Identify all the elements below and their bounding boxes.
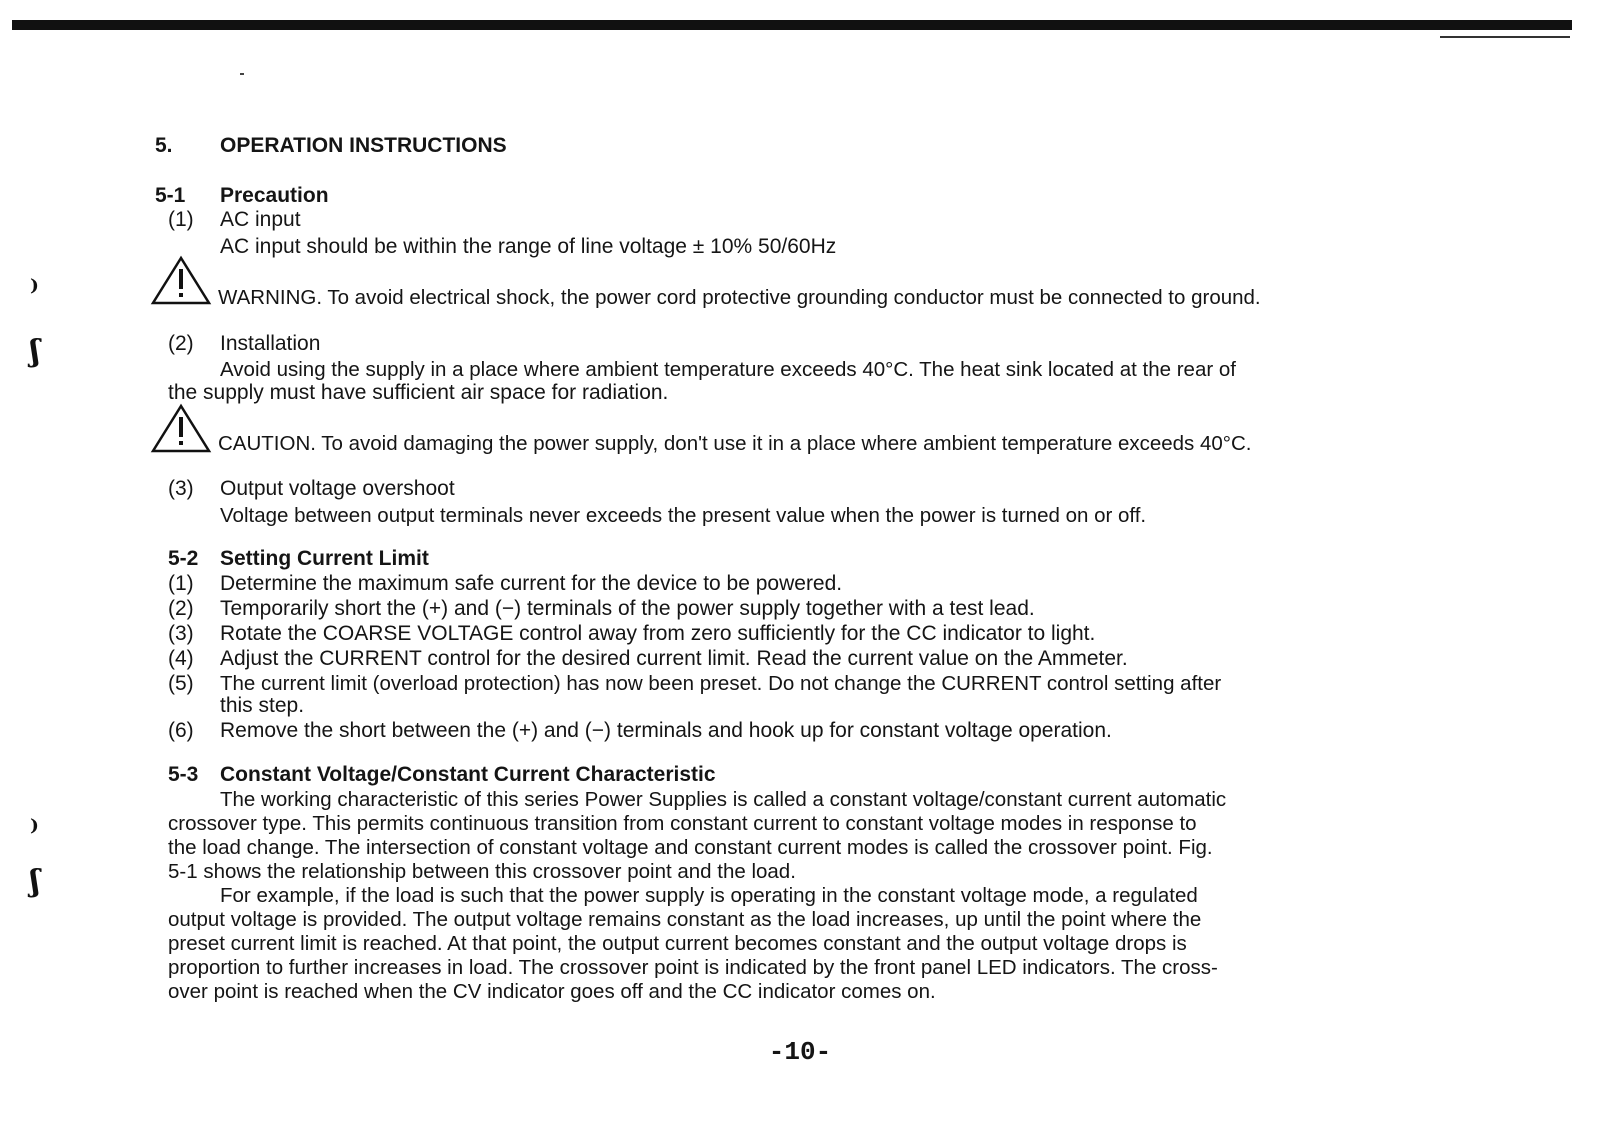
- paragraph-line: The working characteristic of this series Power Supplies is called a constant voltage/constant current automatic: [220, 788, 1227, 811]
- step-number: (4): [168, 647, 194, 670]
- paragraph-line: over point is reached when the CV indicator goes off and the CC indicator comes on.: [168, 980, 936, 1003]
- item-number: (2): [168, 332, 194, 355]
- step-number: (6): [168, 719, 194, 742]
- warning-triangle-icon: [150, 255, 212, 307]
- step-text: The current limit (overload protection) has now been preset. Do not change the CURRENT control setting after: [220, 672, 1222, 695]
- step-text: Adjust the CURRENT control for the desired current limit. Read the current value on the Ammeter.: [220, 647, 1128, 670]
- section-number: 5.: [155, 134, 173, 157]
- top-rule-thin: [1440, 36, 1570, 38]
- item-title: Output voltage overshoot: [220, 477, 455, 500]
- step-number: (3): [168, 622, 194, 645]
- paragraph-line: For example, if the load is such that the power supply is operating in the constant voltage mode, a regulated: [220, 884, 1198, 907]
- step-text: Determine the maximum safe current for the device to be powered.: [220, 572, 843, 595]
- top-rule: [12, 20, 1572, 30]
- item-title: AC input: [220, 208, 301, 231]
- paragraph-line: the load change. The intersection of constant voltage and constant current modes is called the crossover point. Fig.: [168, 836, 1213, 859]
- item-text: the supply must have sufficient air space for radiation.: [168, 381, 669, 404]
- warning-text: WARNING. To avoid electrical shock, the power cord protective grounding conductor must be connected to ground.: [218, 286, 1261, 309]
- page-number: -10-: [768, 1037, 832, 1067]
- paragraph-line: proportion to further increases in load. The crossover point is indicated by the front panel LED indicators. The cross-: [168, 956, 1218, 979]
- paragraph-line: crossover type. This permits continuous transition from constant current to constant voltage modes in response to: [168, 812, 1197, 835]
- scan-speck: [240, 73, 244, 75]
- item-title: Installation: [220, 332, 321, 355]
- step-text: Remove the short between the (+) and (−) terminals and hook up for constant voltage operation.: [220, 719, 1112, 742]
- item-number: (3): [168, 477, 194, 500]
- item-number: (1): [168, 208, 194, 231]
- paragraph-line: 5-1 shows the relationship between this crossover point and the load.: [168, 860, 796, 883]
- step-text: Temporarily short the (+) and (−) terminals of the power supply together with a test lead.: [220, 597, 1035, 620]
- binding-mark: ʃ: [30, 864, 40, 899]
- caution-text: CAUTION. To avoid damaging the power supply, don't use it in a place where ambient temperature exceeds 40°C.: [218, 432, 1252, 455]
- binding-mark: ʃ: [30, 334, 40, 369]
- subsection-number: 5-3: [168, 763, 199, 786]
- step-number: (1): [168, 572, 194, 595]
- section-title: OPERATION INSTRUCTIONS: [220, 134, 507, 157]
- item-text: AC input should be within the range of line voltage ± 10% 50/60Hz: [220, 235, 837, 258]
- binding-mark: ⁾: [30, 274, 39, 309]
- item-text: Avoid using the supply in a place where ambient temperature exceeds 40°C. The heat sink located at the rear of: [220, 358, 1236, 381]
- step-text: Rotate the COARSE VOLTAGE control away from zero sufficiently for the CC indicator to light.: [220, 622, 1096, 645]
- subsection-title: Setting Current Limit: [220, 547, 429, 570]
- binding-mark: ⁾: [30, 814, 39, 849]
- subsection-title: Constant Voltage/Constant Current Characteristic: [220, 763, 716, 786]
- subsection-number: 5-2: [168, 547, 199, 570]
- subsection-number: 5-1: [155, 184, 186, 207]
- step-number: (2): [168, 597, 194, 620]
- step-text-continued: this step.: [220, 694, 305, 717]
- paragraph-line: preset current limit is reached. At that point, the output current becomes constant and the output voltage drops is: [168, 932, 1187, 955]
- paragraph-line: output voltage is provided. The output voltage remains constant as the load increases, up until the point where the: [168, 908, 1202, 931]
- caution-triangle-icon: [150, 403, 212, 455]
- subsection-title: Precaution: [220, 184, 329, 207]
- item-text: Voltage between output terminals never exceeds the present value when the power is turned on or off.: [220, 504, 1147, 527]
- step-number: (5): [168, 672, 194, 695]
